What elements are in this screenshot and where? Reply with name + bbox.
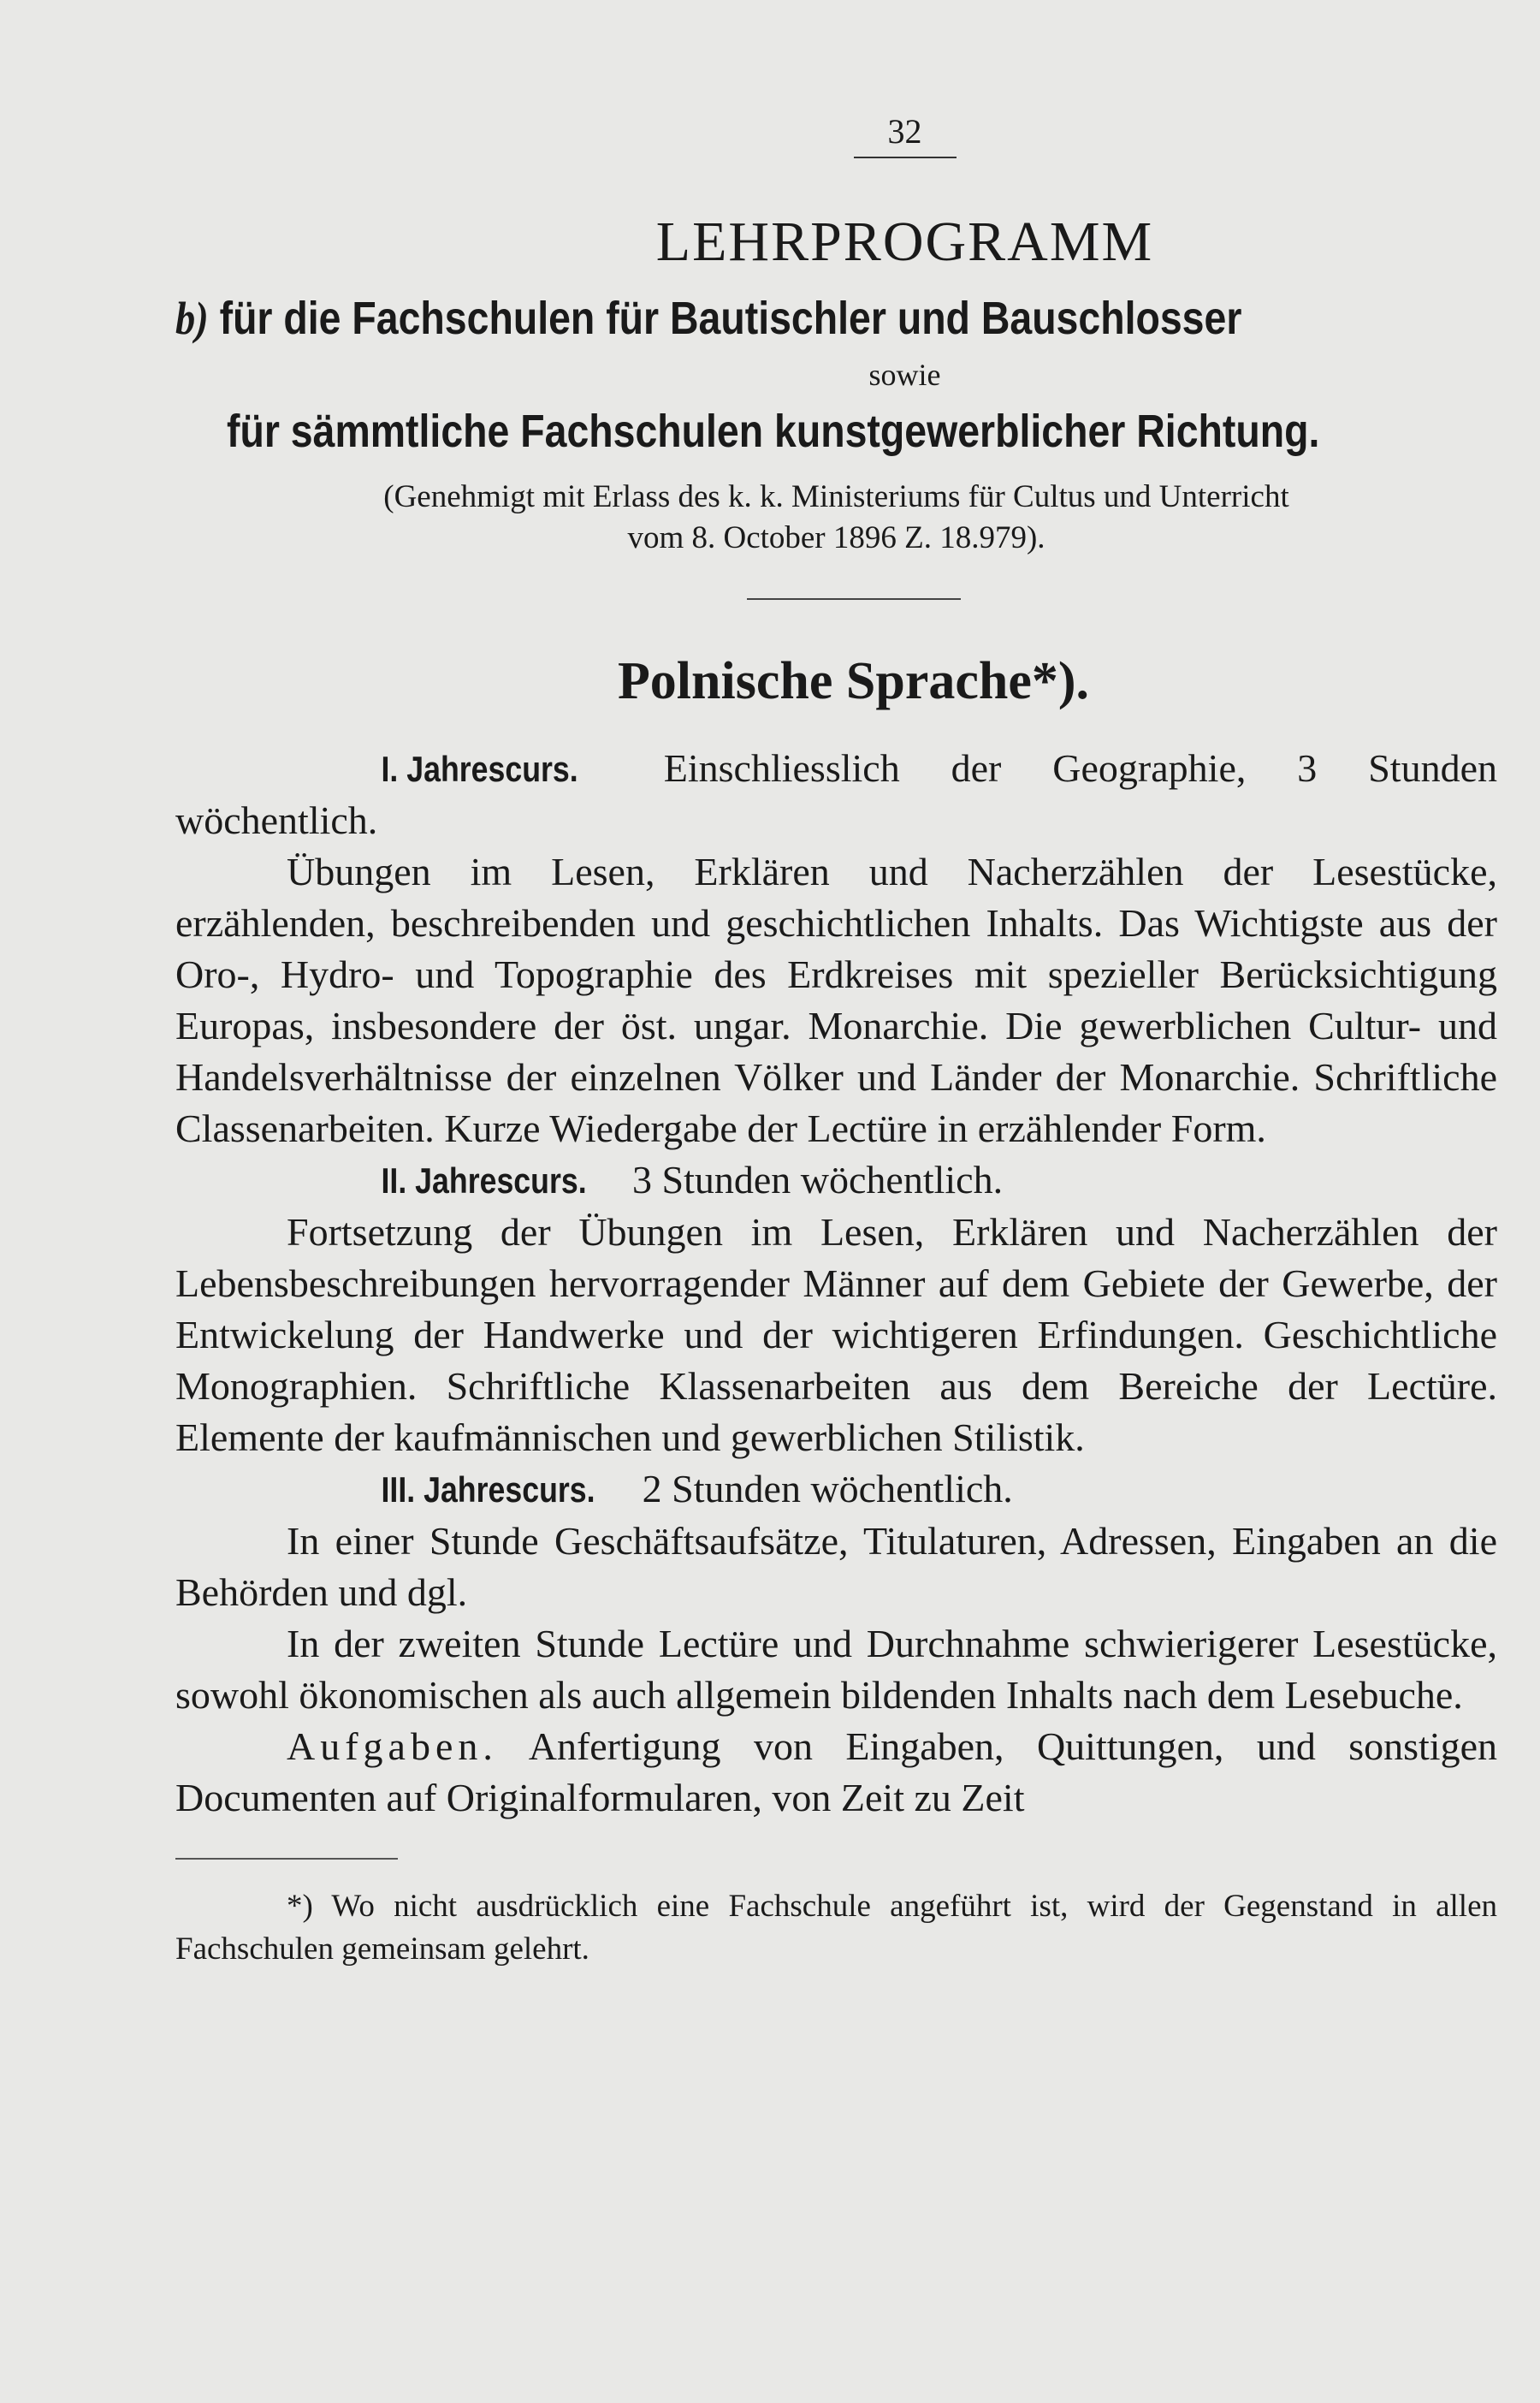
section-title: Polnische Sprache*). bbox=[617, 652, 1090, 711]
subtitle-line-1 bbox=[175, 292, 1485, 345]
course-3-paragraph-2: In der zweiten Stunde Lectüre und Durchnahme schwierigerer Lesestücke, sowohl ökonomischen als auch allgemein bildenden Inhalts nach dem Lesebuche. bbox=[175, 1622, 1497, 1718]
course-3-header bbox=[175, 1463, 1497, 1516]
course-1-intro: Einschliesslich der Geographie, 3 Stunden wöchentlich. bbox=[175, 746, 1497, 843]
course-1-paragraph: Übungen im Lesen, Erklären und Nacherzählen der Lesestücke, erzählenden, beschreibenden und geschichtlichen Inhalts. Das Wichtigste aus der Oro-, Hydro- und Topographie des Erdkreises mit spezieller Berücksichtigung Europas, insbesondere der öst. ungar. Monarchie. Die gewerblichen Cultur- und Handelsverhältnisse der einzelnen Völker und Länder der Monarchie. Schriftliche Classenarbeiten. Kurze Wiedergabe der Lectüre in erzählender Form. bbox=[175, 850, 1497, 1151]
tasks-label: Aufgaben. bbox=[287, 1724, 498, 1769]
course-1-label: I. Jahrescurs. bbox=[381, 749, 578, 790]
approval-line-2: vom 8. October 1896 Z. 18.979). bbox=[627, 520, 1045, 556]
page-number: 32 bbox=[887, 112, 922, 151]
tasks-text: Anfertigung von Eingaben, Quittungen, und sonstigen Documenten auf Originalformularen, von Zeit zu Zeit bbox=[175, 1724, 1497, 1820]
page-title: LEHRPROGRAMM bbox=[655, 211, 1154, 273]
course-3-intro: 2 Stunden wöchentlich. bbox=[632, 1467, 1013, 1511]
subtitle-line-2: für sämmtliche Fachschulen kunstgewerblicher Richtung. bbox=[227, 406, 1320, 457]
course-2-intro: 3 Stunden wöchentlich. bbox=[622, 1158, 1004, 1202]
footnote-text: *) Wo nicht ausdrücklich eine Fachschule angeführt ist, wird der Gegenstand in allen Fachschulen gemeinsam gelehrt. bbox=[175, 1889, 1497, 1967]
course-3-label: III. Jahrescurs. bbox=[381, 1469, 595, 1510]
footnote bbox=[175, 1885, 1497, 1971]
page-number-rule bbox=[854, 157, 957, 158]
course-3-paragraph-1: In einer Stunde Geschäftsaufsätze, Titulaturen, Adressen, Eingaben an die Behörden und dgl. bbox=[175, 1519, 1497, 1615]
course-2-paragraph: Fortsetzung der Übungen im Lesen, Erklären und Nacherzählen der Lebensbeschreibungen hervorragender Männer auf dem Gebiete der Gewerbe, der Entwickelung der Handwerke und der wichtigeren Erfindungen. Geschichtliche Monographien. Schriftliche Klassenarbeiten aus dem Bereiche der Lectüre. Elemente der kaufmännischen und gewerblichen Stilistik. bbox=[175, 1210, 1497, 1460]
subtitle-conjunction: sowie bbox=[868, 358, 941, 392]
page-content bbox=[175, 111, 1497, 1971]
course-2-label: II. Jahrescurs. bbox=[381, 1160, 587, 1202]
approval-line-1: (Genehmigt mit Erlass des k. k. Ministeriums für Cultus und Unterricht bbox=[383, 479, 1289, 514]
course-1-header bbox=[175, 743, 1497, 846]
approval-note bbox=[175, 477, 1497, 559]
subtitle-text: für die Fachschulen für Bautischler und Bauschlosser bbox=[219, 293, 1242, 344]
subtitle-prefix: b) bbox=[175, 293, 209, 344]
tasks-paragraph bbox=[175, 1721, 1497, 1824]
section-divider bbox=[747, 598, 961, 600]
body-text bbox=[175, 743, 1497, 1824]
footnote-divider bbox=[175, 1858, 398, 1860]
course-2-header bbox=[175, 1154, 1497, 1207]
